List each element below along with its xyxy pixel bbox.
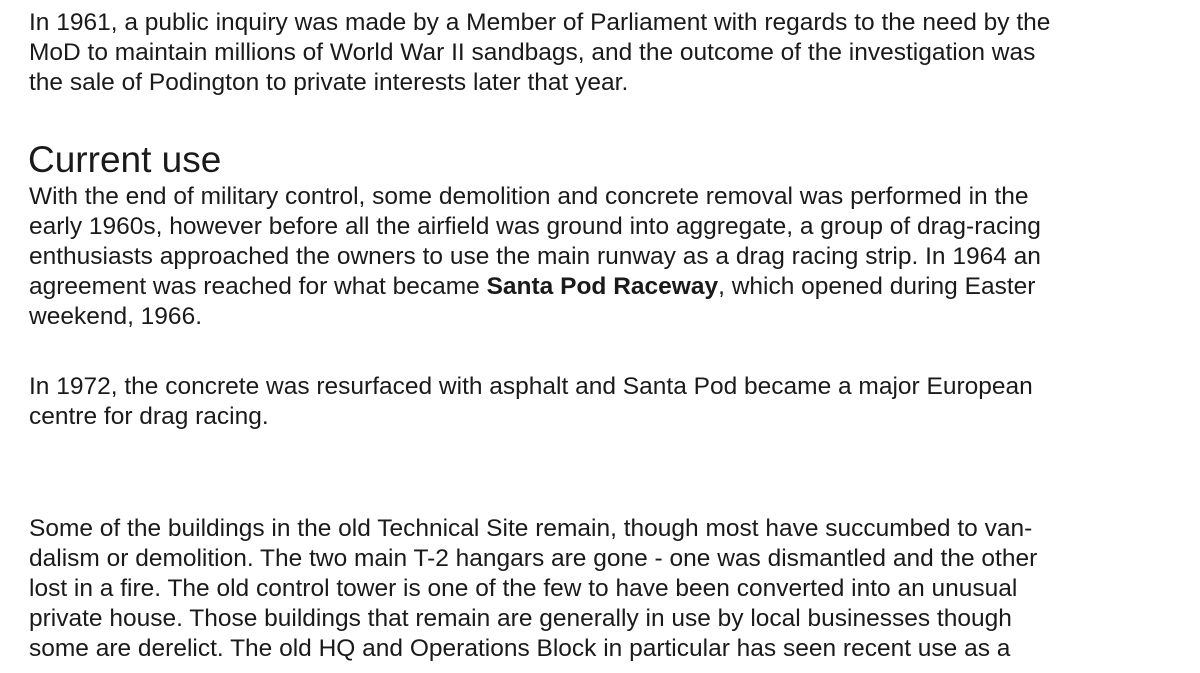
text-line: early 1960s, however before all the airfield was ground into aggregate, a group of drag-racing [29, 213, 1041, 240]
text-line: In 1961, a public inquiry was made by a Member of Parliament with regards to the need by the [29, 9, 1051, 36]
text-line [29, 272, 1179, 302]
text-line: some are derelict. The old HQ and Operations Block in particular has seen recent use as a [29, 635, 1011, 662]
text-line: lost in a fire. The old control tower is one of the few to have been converted into an unusual [29, 575, 1018, 602]
text-line: With the end of military control, some demolition and concrete removal was performed in the [29, 183, 1029, 210]
text-run: agreement was reached for what became [29, 273, 487, 300]
santa-pod-raceway-bold-text: Santa Pod Raceway [486, 273, 719, 300]
text-line: In 1972, the concrete was resurfaced with asphalt and Santa Pod became a major European [29, 373, 1033, 400]
text-line: enthusiasts approached the owners to use the main runway as a drag racing strip. In 1964 an [29, 243, 1041, 270]
text-line: MoD to maintain millions of World War II sandbags, and the outcome of the investigation was [29, 39, 1036, 66]
text-line: private house. Those buildings that remain are generally in use by local businesses though [29, 605, 1012, 632]
text-line: Some of the buildings in the old Technical Site remain, though most have succumbed to van- [29, 515, 1033, 542]
text-run: , which opened during Easter [718, 273, 1036, 300]
current-use-paragraph [29, 182, 1179, 332]
intro-paragraph [29, 8, 1179, 98]
section-heading: Current use [28, 139, 222, 180]
text-line: dalism or demolition. The two main T-2 hangars are gone - one was dismantled and the other [29, 545, 1038, 572]
text-line: weekend, 1966. [29, 303, 202, 330]
text-line: centre for drag racing. [29, 403, 269, 430]
buildings-paragraph [29, 514, 1179, 664]
text-line: the sale of Podington to private interests later that year. [29, 69, 629, 96]
resurfacing-paragraph [29, 372, 1179, 432]
